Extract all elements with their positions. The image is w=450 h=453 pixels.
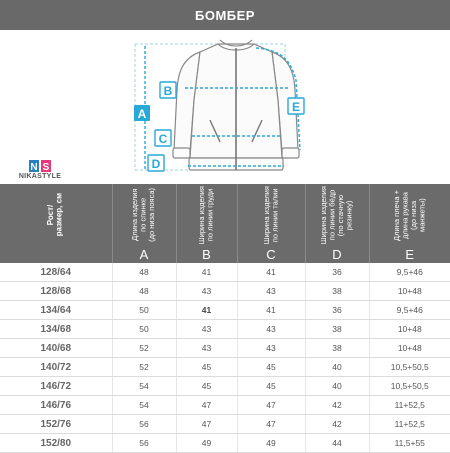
cell-c: 45: [237, 377, 305, 396]
brand-logo: [14, 160, 66, 180]
cell-b: 45: [176, 377, 237, 396]
cell-c: 47: [237, 415, 305, 434]
cell-b: 49: [176, 434, 237, 453]
cell-a: 50: [112, 320, 176, 339]
header-row: [0, 184, 450, 246]
table-row: [0, 377, 450, 396]
letter-c: C: [237, 246, 305, 263]
table-row: [0, 396, 450, 415]
table-row: [0, 282, 450, 301]
cell-d: 42: [305, 396, 369, 415]
cell-e: 9,5+46: [369, 301, 450, 320]
cell-size: 146/72: [0, 377, 112, 396]
cell-a: 56: [112, 434, 176, 453]
cell-e: 10,5+50,5: [369, 377, 450, 396]
cell-c: 41: [237, 263, 305, 282]
cell-b: 47: [176, 415, 237, 434]
cell-size: 146/76: [0, 396, 112, 415]
cell-d: 40: [305, 377, 369, 396]
cell-d: 42: [305, 415, 369, 434]
cell-c: 49: [237, 434, 305, 453]
cell-d: 36: [305, 301, 369, 320]
cell-d: 38: [305, 320, 369, 339]
cell-c: 41: [237, 301, 305, 320]
cell-e: 10,5+50,5: [369, 358, 450, 377]
cell-d: 38: [305, 339, 369, 358]
cell-size: 134/68: [0, 320, 112, 339]
table-row: [0, 301, 450, 320]
cell-size: 152/76: [0, 415, 112, 434]
table-row: [0, 263, 450, 282]
letter-b: B: [176, 246, 237, 263]
cell-c: 43: [237, 320, 305, 339]
col-header-c: Ширина изделия по линии талии: [237, 184, 305, 246]
nikastyle-logo-icon: [29, 160, 51, 172]
label-c: C: [158, 132, 168, 146]
table-row: [0, 339, 450, 358]
col-header-size: Рост/ размер, см: [0, 184, 112, 246]
cell-b: 47: [176, 396, 237, 415]
letter-e: E: [369, 246, 450, 263]
letter-d: D: [305, 246, 369, 263]
letter-size: [0, 246, 112, 263]
cell-size: 140/72: [0, 358, 112, 377]
cell-a: 52: [112, 358, 176, 377]
cell-e: 11+52,5: [369, 396, 450, 415]
cell-e: 10+48: [369, 282, 450, 301]
cell-d: 36: [305, 263, 369, 282]
label-b: B: [163, 84, 173, 98]
cell-d: 44: [305, 434, 369, 453]
label-a: A: [137, 107, 147, 121]
col-header-d: Ширина изделия по линии бёдр (по стачную резинку): [305, 184, 369, 246]
cell-e: 9,5+46: [369, 263, 450, 282]
cell-e: 11,5+55: [369, 434, 450, 453]
table-row: [0, 320, 450, 339]
label-d: D: [151, 157, 161, 171]
cell-d: 40: [305, 358, 369, 377]
svg-text:N: N: [30, 162, 38, 172]
cell-a: 52: [112, 339, 176, 358]
cell-size: 152/80: [0, 434, 112, 453]
cell-a: 48: [112, 282, 176, 301]
col-header-a: Длина изделия по спинке (до низа пояса): [112, 184, 176, 246]
table-row: [0, 358, 450, 377]
cell-size: 128/68: [0, 282, 112, 301]
cell-b: 43: [176, 320, 237, 339]
cell-b: 45: [176, 358, 237, 377]
jacket-illustration: [0, 30, 450, 184]
cell-e: 10+48: [369, 339, 450, 358]
cell-a: 48: [112, 263, 176, 282]
cell-b: 41: [176, 301, 237, 320]
cell-a: 50: [112, 301, 176, 320]
page-title: БОМБЕР: [0, 0, 450, 30]
cell-size: 134/64: [0, 301, 112, 320]
col-header-b: Ширина изделия по линии груди: [176, 184, 237, 246]
svg-text:S: S: [42, 162, 50, 172]
cell-c: 43: [237, 339, 305, 358]
brand-name: NIKASTYLE: [18, 173, 62, 180]
cell-size: 128/64: [0, 263, 112, 282]
table-row: [0, 415, 450, 434]
cell-b: 43: [176, 339, 237, 358]
label-e: E: [291, 100, 301, 114]
cell-c: 47: [237, 396, 305, 415]
col-header-e: Длина плеча + длина рукава (до низа манжеты): [369, 184, 450, 246]
cell-a: 56: [112, 415, 176, 434]
cell-size: 140/68: [0, 339, 112, 358]
cell-a: 54: [112, 396, 176, 415]
cell-e: 11+52,5: [369, 415, 450, 434]
cell-c: 43: [237, 282, 305, 301]
cell-b: 43: [176, 282, 237, 301]
cell-d: 38: [305, 282, 369, 301]
cell-c: 45: [237, 358, 305, 377]
size-table: [0, 184, 450, 450]
letter-a: A: [112, 246, 176, 263]
letter-row: [0, 246, 450, 263]
bomber-diagram: [0, 30, 450, 184]
cell-e: 10+48: [369, 320, 450, 339]
cell-b: 41: [176, 263, 237, 282]
cell-a: 54: [112, 377, 176, 396]
